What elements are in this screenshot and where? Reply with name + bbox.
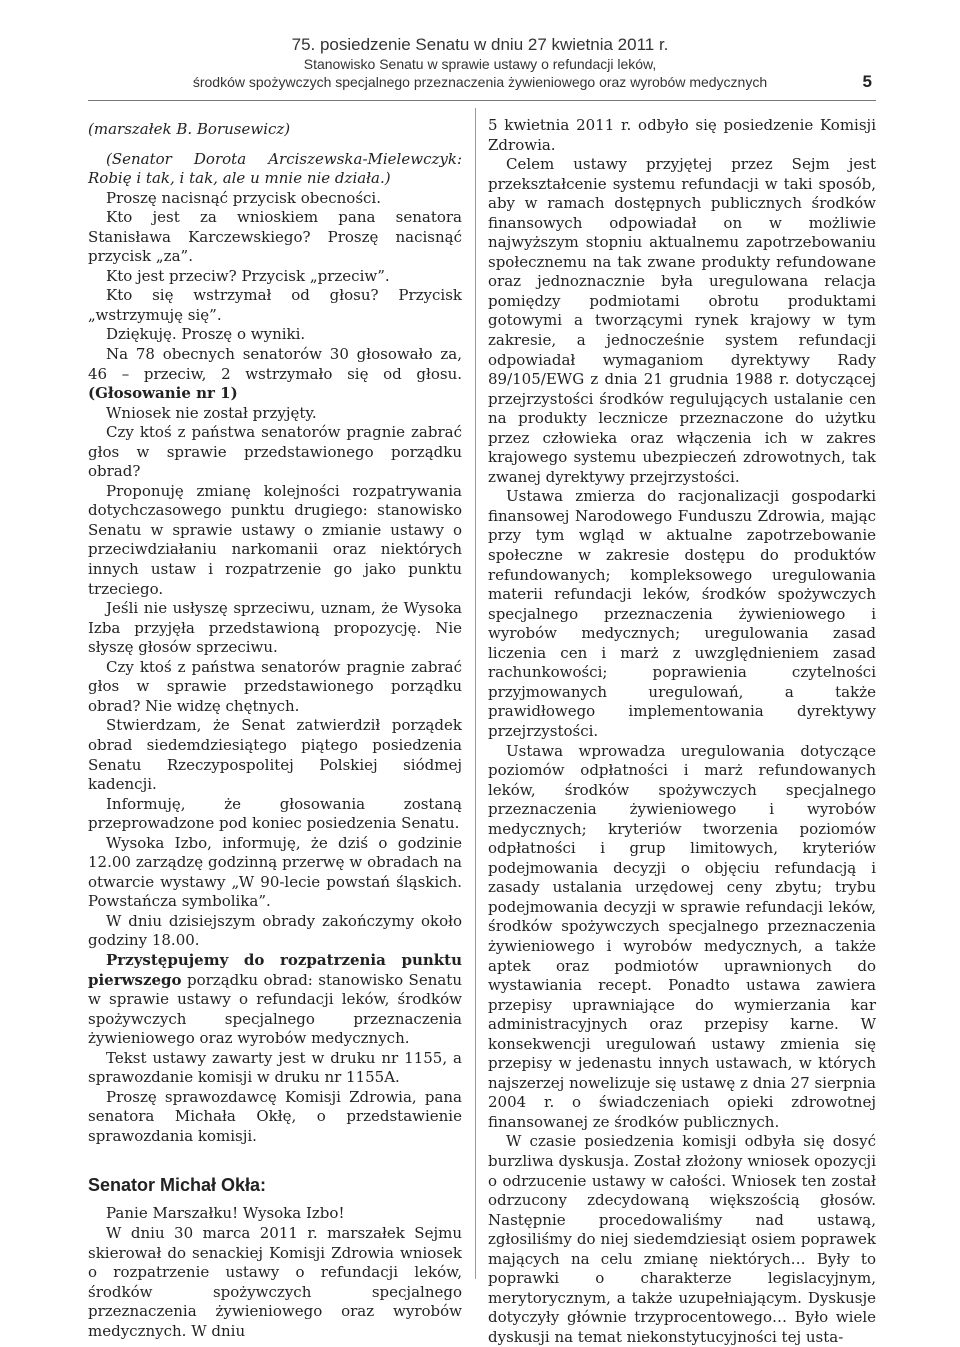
paragraph: Kto się wstrzymał od głosu? Przycisk „wstrzymuję się”.: [88, 286, 462, 324]
paragraph: 5 kwietnia 2011 r. odbyło się posiedzenie Komisji Zdrowia.: [488, 116, 876, 154]
agenda-item-lead: Przystępujemy do rozpatrzenia punktu pierwszego: [88, 950, 462, 989]
vote-result-text: Na 78 obecnych senatorów 30 głosowało za, 46 – przeciw, 2 wstrzymało się od głosu.: [88, 345, 462, 383]
header-session-title: 75. posiedzenie Senatu w dniu 27 kwietnia 2011 r.: [291, 35, 669, 54]
vote-result-paragraph: [88, 345, 462, 404]
agenda-paragraph: [88, 951, 462, 1049]
paragraph: Proszę nacisnąć przycisk obecności.: [106, 188, 381, 207]
paragraph: Ustawa zmierza do racjonalizacji gospodarki finansowej Narodowego Funduszu Zdrowia, mając przy tym wgląd w aktualne zapotrzebowanie społeczne w zakresie dostępu do produktów refundowanych; kompleksowego uregulowania materii refundacji leków, środków spożywczych specjalnego przeznaczenia żywieniowego i wyrobów medycznych; uregulowania zasad liczenia cen i marż z uwzględnieniem zasad rachunkowości; poprawienia czytelności przyjmowanych uregulowań, a także prawidłowego implementowania dyrektywy przejrzystości.: [488, 487, 876, 740]
paragraph: Wniosek nie został przyjęty.: [106, 403, 317, 422]
paragraph: Dziękuję. Proszę o wyniki.: [106, 325, 306, 344]
speaker-heading: Senator Michał Okła:: [88, 1175, 267, 1196]
chair-marker: (marszałek B. Borusewicz): [88, 120, 291, 138]
paragraph: Jeśli nie usłyszę sprzeciwu, uznam, że Wysoka Izba przyjęła przedstawioną propozycję. Nie słyszę głosów sprzeciwu.: [88, 599, 462, 657]
paragraph: Czy ktoś z państwa senatorów pragnie zabrać głos w sprawie przedstawionego porządku obrad? Nie widzę chętnych.: [88, 657, 462, 715]
agenda-item-text: porządku obrad: stanowisko Senatu w sprawie ustawy o refundacji leków, środków spożywczych specjalnego przeznaczenia żywieniowego oraz wyrobów medycznych.: [88, 970, 462, 1048]
vote-number: (Głosowanie nr 1): [88, 384, 238, 403]
header-rule: [88, 100, 876, 101]
paragraph: W dniu 30 marca 2011 r. marszałek Sejmu skierował do senackiej Komisji Zdrowia wniosek o rozpatrzenie ustawy o refundacji leków, środków spożywczych specjalnego przeznaczenia żywieniowego oraz wyrobów medycznych. W dniu: [88, 1223, 462, 1340]
column-divider: [475, 108, 476, 1279]
paragraph: Celem ustawy przyjętej przez Sejm jest przekształcenie systemu refundacji w taki sposób, aby w ramach dostępnych publicznych środków finansowych odpowiadał on w możliwie najwyższym stopniu aktualnemu zapotrzebowaniu społecznemu na tak zwane produkty refundowane oraz jednoznacznie była uregulowana relacja pomiędzy podmiotami obrotu produktami gotowymi a tworzącymi rynek krajowy w tym zakresie, a jednocześnie system refundacji odpowiadał wymaganiom dyrektywy Rady 89/105/EWG z dnia 21 grudnia 1988 r. dotyczącej przejrzystości środków regulujących ustalanie cen na produkty lecznicze przeznaczone do użytku przez człowieka oraz włączenia ich w zakres krajowego systemu ubezpieczeń zdrowotnych, tak zwanej dyrektywy przejrzystości.: [488, 155, 876, 486]
paragraph: Tekst ustawy zawarty jest w druku nr 1155, a sprawozdanie komisji w druku nr 1155A.: [88, 1048, 462, 1087]
paragraph: Kto jest za wnioskiem pana senatora Stanisława Karczewskiego? Proszę nacisnąć przycisk „za”.: [88, 208, 462, 266]
left-column: [88, 116, 462, 1340]
paragraph: Panie Marszałku! Wysoka Izbo!: [106, 1204, 345, 1223]
paragraph: W dniu dzisiejszym obrady zakończymy około godziny 18.00.: [88, 911, 462, 950]
running-header: [0, 34, 960, 91]
paragraph: Informuję, że głosowania zostaną przeprowadzone pod koniec posiedzenia Senatu.: [88, 794, 462, 833]
right-column: [488, 116, 876, 1346]
paragraph: W czasie posiedzenia komisji odbyła się dosyć burzliwa dyskusja. Został złożony wniosek opozycji o odrzucenie ustawy w całości. Wniosek ten został odrzucony zdecydowaną większością głosów. Następnie procedowaliśmy nad ustawą, zgłosiliśmy do niej siedemdziesiąt osiem poprawek mających na celu zmianę niektórych… Były to poprawki o charakterze legislacyjnym, merytorycznym, a także uzupełniającym. Dyskusje dotyczyły głównie trzyprocentowego… Było wiele dyskusji na temat niekonstytucyjności tej usta-: [488, 1132, 876, 1346]
paragraph: Stwierdzam, że Senat zatwierdził porządek obrad siedemdziesiątego piątego posiedzenia Senatu Rzeczypospolitej Polskiej siódmej kadencji.: [88, 716, 462, 794]
paragraph: Proszę sprawozdawcę Komisji Zdrowia, pana senatora Michała Okłę, o przedstawienie sprawozdania komisji.: [88, 1087, 462, 1145]
interjection: (Senator Dorota Arciszewska-Mielewczyk: Robię i tak, i tak, ale u mnie nie działa.): [88, 149, 462, 188]
page-number: 5: [862, 72, 872, 91]
paragraph: Proponuję zmianę kolejności rozpatrywania dotychczasowego punktu drugiego: stanowisko Senatu w sprawie ustawy o zmianie ustawy o przeciwdziałaniu narkomanii oraz niektórych innych ustaw i rozpatrzenie go jako punktu trzeciego.: [88, 481, 462, 598]
header-subject-line-1: Stanowisko Senatu w sprawie ustawy o refundacji leków,: [303, 56, 657, 72]
paragraph: Kto jest przeciw? Przycisk „przeciw”.: [106, 266, 390, 285]
paragraph: Wysoka Izbo, informuję, że dziś o godzinie 12.00 zarządzę godzinną przerwę w obradach na otwarcie wystawy „W 90-lecie powstań śląskich. Powstańcza symbolika”.: [88, 833, 462, 911]
header-subject-line-2: środków spożywczych specjalnego przeznaczenia żywieniowego oraz wyrobów medycznych: [192, 74, 768, 90]
paragraph: Ustawa wprowadza uregulowania dotyczące poziomów odpłatności i marż refundowanych leków, środków spożywczych specjalnego przeznaczenia żywieniowego i wyrobów medycznych; kryteriów tworzenia poziomów odpłatności i grup limitowych, kryteriów podejmowania decyzji o objęciu refundacją i zasady ustalania urzędowej ceny zbytu; trybu podejmowania decyzji w sprawie refundacji leków, środków spożywczych specjalnego przeznaczenia żywieniowego i wyrobów medycznych, a także aptek oraz podmiotów uprawnionych do wystawiania recept. Ponadto ustawa zawiera przepisy uprawniające do wymierzania kar administracyjnych oraz przepisy karne. W konsekwencji uregulowań ustawy zmienia się przepisy w jedenastu innych ustawach, w których najszerzej nowelizuje się ustawę z dnia 27 sierpnia 2004 r. o świadczeniach opieki zdrowotnej finansowanej ze środków publicznych.: [488, 741, 876, 1131]
paragraph: Czy ktoś z państwa senatorów pragnie zabrać głos w sprawie przedstawionego porządku obrad?: [88, 423, 462, 481]
